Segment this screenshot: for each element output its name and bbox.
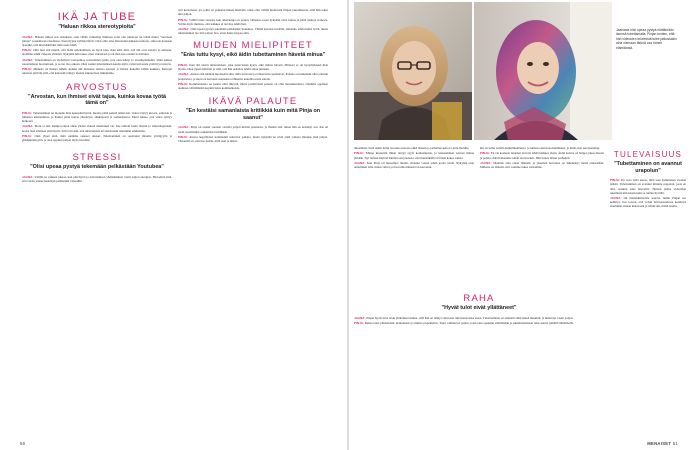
paragraph-text: Haluan rikkoa sen oletuksen, ettei vähän vanhempi ihminen voisi olla tubettaja tai tehdä mutta "nuorison juttuja" sosiaalisessa mediassa. Stereotypiat kyllästyttävät. Olen ollut aina innostunut kaikesta uudesta, enkä ole koskaan ajatellut, että ikä määrittäisi mitä saan tehdä. bbox=[22, 34, 172, 47]
section-heading: STRESSI bbox=[72, 152, 122, 164]
paragraph bbox=[354, 321, 604, 325]
paragraph bbox=[22, 134, 172, 142]
speaker-label: JAANA: bbox=[354, 315, 366, 320]
paragraph-text: Kun äiti aloitti tubettamisen, joku tuttavistani kysyi, eikö minua hävetä. Minusta se oli kysymyksenä ihan älytön. Olen ylpeä äidistäni ja siitä, että hän uskaltaa tehdä omaa juttuaan. bbox=[178, 62, 328, 72]
speaker-label: JAANA: bbox=[480, 160, 492, 165]
section-quote: "Hyvät tulot eivät yllättäneet" bbox=[441, 305, 517, 311]
section-quote: "Tubettaminen on avannut urapolun" bbox=[614, 161, 682, 174]
right-article-column-2 bbox=[480, 146, 604, 170]
speaker-label: PINJA: bbox=[22, 133, 33, 138]
paragraph-text: Välillä tulee stressiä, kun aikatauluja on paljon. Onneksi osaan nykyään ottaa lomaa ja pitää taukoja somesta. Yritän myös muistaa, että kaikkea ei tarvitse tehdä heti. bbox=[178, 17, 328, 26]
photo-pinja-image bbox=[474, 2, 612, 140]
speaker-label: PINJA: bbox=[178, 134, 189, 139]
section-quote: "Haluan rikkoa stereotypioita" bbox=[58, 24, 136, 30]
section-quote: "Eräs tuttu kysyi, eikö äidin tubettaminen hävetä minua" bbox=[180, 52, 326, 59]
paragraph-text: En ole koskaan tuntenut tarvetta tehdä kaikkea yksin. Äidin kanssa on helppo jakaa ideoita ja pohtia, mitä haluamme tehdä seuraavaksi. Hän tuntee minut parhaiten. bbox=[480, 151, 604, 160]
paragraph bbox=[22, 175, 172, 183]
paragraph bbox=[354, 161, 474, 169]
paragraph bbox=[22, 35, 172, 47]
photo-caption: Jaanasta olisi upeaa pystyä elättämään itsensä tubettamalla. Pinjan tuntien, että hän videoiden tekemistä tulee jatkossakin aina olemaan tärkeä osa hänen elämäänsä. bbox=[616, 28, 677, 50]
paragraph bbox=[22, 48, 172, 56]
paragraph-text: kin on tullut todella henkilökohtaista, ja tunnen oloni kotoisemmaksi, ja minä olen sen pienempi. bbox=[480, 146, 600, 150]
paragraph-text: Minusta on ihanaa nähdä, kuinka äiti innostuu uusista asioista ja haluaa kokeilla vähän kaikkea. Katsojat tuntuvat pitävän siitä, että kanavalla näkyy monen sukupolven näkökulma. bbox=[22, 67, 172, 76]
paragraph bbox=[178, 63, 328, 71]
paragraph bbox=[354, 316, 604, 320]
paragraph-text: Pinjan hyvät tulot eivät yllättäneet minua, sillä hän on tehnyt valtavasti töitä kanavansa eteen. Tubettaminen on ammatti siinä missä muutkin, ja menestys vaatii paljon. bbox=[366, 315, 574, 320]
speaker-label: PINJA: bbox=[354, 151, 365, 156]
left-article-column-2 bbox=[178, 8, 328, 144]
paragraph bbox=[178, 82, 328, 90]
left-article-column bbox=[22, 8, 172, 184]
speaker-label: JAANA: bbox=[610, 196, 622, 200]
paragraph bbox=[178, 27, 328, 35]
speaker-label: PINJA: bbox=[354, 320, 365, 325]
speaker-label: PINJA: bbox=[22, 110, 33, 115]
paragraph bbox=[178, 18, 328, 26]
speaker-label: JAANA: bbox=[22, 174, 34, 179]
speaker-label: JAANA: bbox=[22, 57, 34, 62]
section-arvostus bbox=[22, 82, 172, 143]
paragraph bbox=[178, 125, 328, 133]
speaker-label: JAANA: bbox=[354, 160, 366, 165]
paragraph-text: Pinja on saanut vuosien varrella paljon ikävää palautetta, ja ihailen sitä, miten hän on kestänyt sen. Itse en tiedä, kestäisinkö samanlaista kritiikkiä. bbox=[178, 125, 328, 134]
paragraph-text: Olen ylpeä siitä, mitä olemme saaneet aikaan. Tubettaminen on opettanut minulle yrittäjyyttä ja pitkäjänteisyyttä, ja olen oppinut paljon myös itsestäni. bbox=[22, 133, 172, 143]
speaker-label: PINJA: bbox=[22, 67, 33, 72]
page-footer-right bbox=[647, 441, 678, 446]
section-heading: ARVOSTUS bbox=[66, 81, 128, 93]
section-muiden-mielipiteet bbox=[178, 40, 328, 90]
paragraph bbox=[22, 124, 172, 132]
paragraph-text: Minua kiusattiin ilman tiettyä syytä kouluaikoina, ja kiusaaminen seurasi minua pitkään. Nyt haluan käyttää ääntäni sen puolesta, ettei kenenkään tarvitsisi kokea samaa. bbox=[354, 151, 474, 160]
paragraph bbox=[610, 178, 686, 195]
section-heading: IKÄVÄ PALAUTE bbox=[208, 96, 298, 108]
speaker-label: JAANA: bbox=[22, 124, 34, 129]
right-page bbox=[348, 0, 696, 450]
section-quote: "Olisi upeaa pystyä tekemään pelkästään Youtubea" bbox=[30, 164, 164, 171]
paragraph bbox=[610, 196, 686, 208]
paragraph-text: Tubettaminen on täydellistä vastapainoa sosiaalialan työlle, jota olen tehnyt jo vuosikymmeniä. Siinä pääsee toteuttamaan luovuuttaan, ja se tuo iloa arkeen. Olen saanut tubettamisen kautta myös valtavasti uusia ystäviä ja tuttavia. bbox=[22, 57, 173, 66]
speaker-label: PINJA: bbox=[610, 178, 621, 183]
page-number-left: 58 bbox=[20, 441, 26, 446]
paragraph bbox=[354, 151, 474, 159]
paragraph-text: Olemme aina olleet läheisiä, ja yhteinen harrastus on lähentänyt meitä entisestään. Minusta on tärkeää, että voimme tukea toisiamme. bbox=[480, 160, 604, 169]
paragraph bbox=[22, 67, 172, 75]
paragraph bbox=[22, 58, 172, 66]
paragraph-text: Moni ei näe, kuinka paljon aikaa yhden videon tekeminen vie. Itse editoin usein iltaisin ja viikonloppuisin, koska teen edelleen päivätyötä. Silti toivoisin, että tubettamista arvostettaisiin enemmän ammattina. bbox=[22, 124, 172, 133]
paragraph-text: Olin heti sitä mieltä, että äidin tubettaminen on hyvä idea. Kun kävi ilmi, että äiti osaa kuvata ja editoida, aloimme tehdä videoita yhdessä. Nykyään hän tekee omia videoitaan ja on ihan itse ottanut ne haltuun. bbox=[22, 48, 172, 57]
paragraph-text: Kommenteissa on joskus ollut ilkeyttä, mutta positiivinen palaute on ollut moninkertaista. Olemme oppineet olemaan välittämättä negatiivisista kommenteista. bbox=[178, 81, 328, 91]
section-quote: "Arvostan, kun ihmiset eivät tajua, kuinka kovaa työtä tämä on" bbox=[28, 93, 166, 107]
paragraph-text: Rahaa tulee yhteistöistä, mainoksista ja muista projekteista. Tulot vaihtelevat paljon, joten olen opetellut säästämään ja suunnittelemaan raha-asioita pitkällä tähtäimellä. bbox=[364, 320, 574, 325]
section-ikava-palaute bbox=[178, 96, 328, 143]
speaker-label: JAANA: bbox=[178, 72, 190, 77]
speaker-label: JAANA: bbox=[22, 34, 34, 39]
speaker-label: PINJA: bbox=[178, 62, 189, 67]
paragraph-text: Alussa olin hieman huolissani siitä, mitä tuttavani ja työkaverini ajattelevat. Palaute on kuitenkin ollut pääosin positiivista, ja moni on kertonut saaneensa rohkeutta kokeilla uusia asioita. bbox=[178, 72, 328, 81]
paragraph-text: En osaa vielä sanoa, mitä teen kymmenen vuoden päästä. Tubettaminen on avannut minulle urapolun, josta en olisi osannut edes haaveilla. Haluan jatkaa videoiden tekemistä niin kauan kuin se tuntuu hyvältä. bbox=[610, 178, 687, 195]
right-article-raha bbox=[354, 290, 604, 326]
paragraph bbox=[354, 146, 474, 150]
section-ika-ja-tube bbox=[22, 11, 172, 76]
paragraph-text: Alussa negatiiviset kommentit tuntuivat pahalta, mutta nykyään ne eivät enää vaikuta minuun yhtä paljon. Tärkeintä on, että itse tiedän, mitä teen ja miksi. bbox=[178, 134, 328, 144]
page-number-right: 51 bbox=[672, 441, 678, 446]
paragraph-text: ulkonäköä. Siitä onkin tullut vuosien saatossa ehkä tärkein ja parhaiten kertova juttu monille. bbox=[354, 146, 470, 150]
speaker-label: PINJA: bbox=[178, 17, 189, 22]
magazine-name: MENAISET bbox=[647, 441, 672, 446]
section-heading: IKÄ JA TUBE bbox=[57, 11, 137, 23]
paragraph bbox=[480, 151, 604, 159]
photo-jaana bbox=[354, 2, 472, 140]
section-heading: RAHA bbox=[463, 293, 495, 304]
paragraph-text: Välillä on vaikeaa jaksaa, kun päivätyön ja tubettamisen yhdistäminen vaatii paljon energiaa. Haaveilen siitä, että voisin joskus keskittyä pelkästään videoihin. bbox=[22, 174, 172, 183]
speaker-label: PINJA: bbox=[480, 151, 491, 156]
photo-pinja bbox=[474, 2, 612, 140]
speaker-label: JAANA: bbox=[178, 125, 190, 130]
speaker-label: PINJA: bbox=[22, 48, 33, 53]
paragraph-text: Tubettaminen on monelle ihan kokopäivätyötä. Ideoita pitää keksiä jatkuvasti, videot täytyy kuvata, editoida ja julkaista aikataulussa, ja lisäksi pitää hoitaa yhteistyöt, sähköpostit ja somekanavat. Moni luulee, että video syntyy hetkessä. bbox=[22, 110, 173, 124]
section-quote: "En kestäisi samanlaista kritiikkiä kuin mitä Pinja on saanut" bbox=[185, 108, 321, 121]
section-heading: TULEVAISUUS bbox=[613, 150, 683, 159]
paragraph bbox=[178, 72, 328, 80]
paragraph-text: On mielenkiintoista seurata, mihin Pinjan ura kehittyy. Itse toivon, että voisin tulevaisuudessa keskittyä enemmän omaan kanavaani ja tehdä sitä, mistä nautin. bbox=[610, 196, 686, 209]
speaker-label: PINJA: bbox=[178, 81, 189, 86]
paragraph bbox=[22, 111, 172, 123]
right-article-column-3 bbox=[610, 146, 686, 210]
right-article-column-1 bbox=[354, 146, 474, 170]
paragraph-text: Kun Pinja oli nuorempi, mietin, olisinko voinut tehdä jotain toisin. Nykyään olen onnellinen siitä, miten vahva ja itsevarma hänestä on kasvanut. bbox=[354, 160, 474, 169]
paragraph-text: Olisi upeaa pystyä tekemään pelkästään Youtubea. Välillä kyselen itseltäni, jaksanko tehdä kahta työtä, mutta tubettaminen tuo niin paljon iloa, etten halua luopua siitä. bbox=[178, 27, 328, 36]
paragraph bbox=[178, 8, 328, 16]
paragraph bbox=[480, 146, 604, 150]
paragraph-text: työt kertomaan, jos jokin on painanut hänen mieltään. Olen ollut välillä huolissani Pinjan jaksamisesta, sillä hän tekee niin paljon. bbox=[178, 8, 328, 17]
paragraph bbox=[178, 135, 328, 143]
photo-jaana-image bbox=[354, 2, 472, 140]
paragraph bbox=[480, 161, 604, 169]
section-heading: MUIDEN MIELIPITEET bbox=[193, 40, 313, 52]
section-stressi bbox=[22, 152, 172, 183]
speaker-label: JAANA: bbox=[178, 27, 190, 31]
